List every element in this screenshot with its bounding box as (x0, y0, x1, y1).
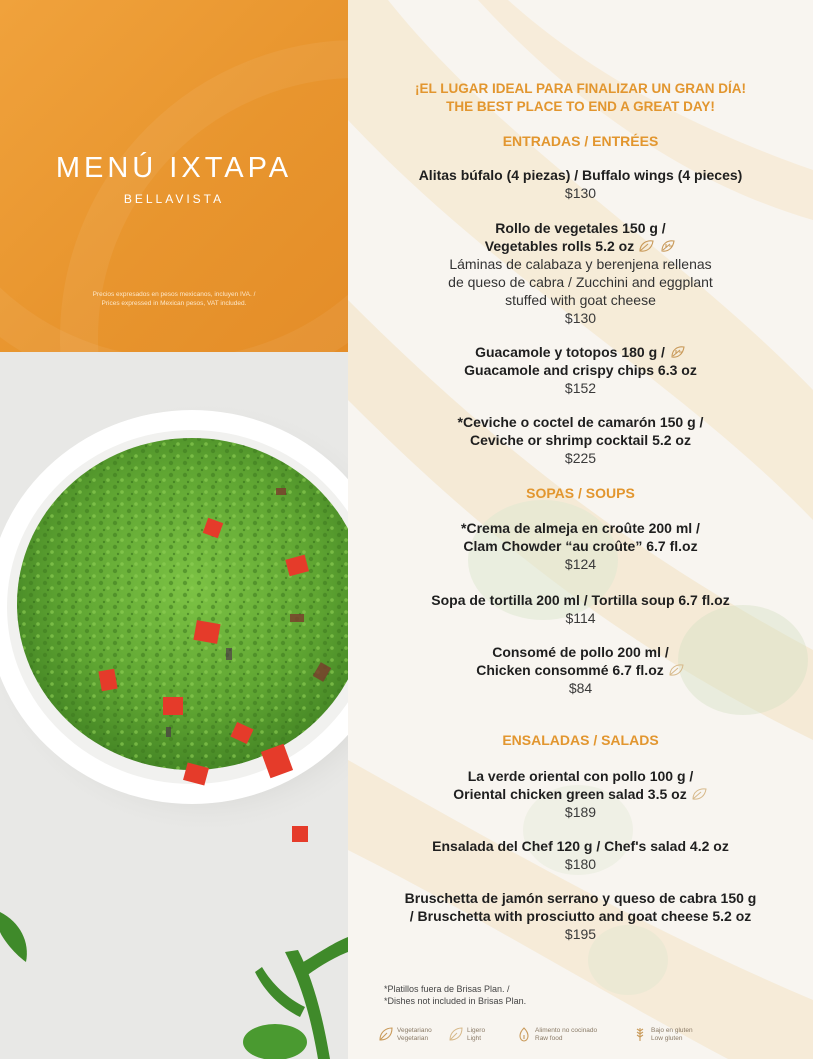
dish-name-en (368, 661, 793, 679)
legend-en: Low gluten (651, 1035, 683, 1042)
guacamole-bowl-illustration (0, 352, 348, 1059)
dish-consome (368, 643, 793, 697)
legend-en: Light (467, 1035, 482, 1042)
vegetarian-leaf-icon (378, 1026, 394, 1042)
dish-name: Sopa de tortilla 200 ml / Tortilla soup 6.7 fl.oz (431, 592, 730, 608)
dish-name-es: Bruschetta de jamón serrano y queso de cabra 150 g (404, 890, 757, 906)
dish-price: $180 (564, 856, 597, 872)
dish-price: $130 (564, 310, 597, 326)
footnote (384, 983, 526, 1007)
dish-alitas (368, 166, 793, 202)
tagline-es: ¡EL LUGAR IDEAL PARA FINALIZAR UN GRAN DÍA! (415, 81, 746, 96)
legend-es: Alimento no cocinado (535, 1027, 598, 1034)
footnote-es: *Platillos fuera de Brisas Plan. / (384, 984, 510, 994)
dish-name-es: *Ceviche o coctel de camarón 150 g / (457, 414, 704, 430)
dish-price: $152 (564, 380, 597, 396)
dish-name-es-text: Guacamole y totopos 180 g / (475, 344, 665, 360)
light-leaf-icon (448, 1026, 464, 1042)
legend-en: Raw food (535, 1035, 563, 1042)
legend-es: Ligero (467, 1027, 486, 1034)
dish-name-en (368, 785, 793, 803)
raw-food-icon (516, 1026, 532, 1042)
dish-name-es (368, 343, 793, 361)
dish-price: $84 (568, 680, 593, 696)
dish-desc-1: Láminas de calabaza y berenjena rellenas (449, 256, 712, 272)
dish-price: $130 (564, 185, 597, 201)
low-gluten-icon (659, 239, 676, 253)
legend-es: Bajo en gluten (651, 1027, 693, 1034)
dish-name-en-text: Oriental chicken green salad 3.5 oz (453, 786, 687, 802)
dish-bruschetta (368, 889, 793, 943)
vegetarian-leaf-icon (638, 239, 655, 253)
price-note-es: Precios expresados en pesos mexicanos, incluyen IVA. / (92, 291, 256, 298)
icon-legend (378, 1024, 808, 1048)
dish-name-es: Rollo de vegetales 150 g / (495, 220, 666, 236)
restaurant-name: BELLAVISTA (123, 192, 225, 206)
dish-name-en: Ceviche or shrimp cocktail 5.2 oz (470, 432, 691, 448)
low-gluten-icon (669, 345, 686, 359)
dish-price: $114 (565, 610, 596, 626)
dish-chef (368, 837, 793, 873)
dish-ceviche (368, 413, 793, 467)
dish-price: $195 (564, 926, 597, 942)
guacamole-photo (0, 352, 348, 1059)
dish-name-es: Consomé de pollo 200 ml / (492, 644, 669, 660)
dish-guacamole (368, 343, 793, 397)
dish-name-en-text: Vegetables rolls 5.2 oz (484, 238, 635, 254)
dish-tortilla (368, 591, 793, 627)
dish-name-en: / Bruschetta with prosciutto and goat cheese 5.2 oz (409, 908, 752, 924)
dish-desc-3: stuffed with goat cheese (505, 292, 656, 308)
dish-verde (368, 767, 793, 821)
low-gluten-icon (632, 1026, 648, 1042)
legend-en: Vegetarian (397, 1035, 429, 1042)
section-ensaladas: ENSALADAS / SALADS (502, 732, 659, 748)
dish-crema (368, 519, 793, 573)
dish-rollo (368, 219, 793, 327)
price-note (40, 290, 308, 308)
dish-name-es: *Crema de almeja en croûte 200 ml / (461, 520, 700, 536)
price-note-en: Prices expressed in Mexican pesos, VAT included. (101, 300, 247, 307)
dish-name-en: Guacamole and crispy chips 6.3 oz (464, 362, 697, 378)
light-leaf-icon (668, 663, 685, 677)
dish-name-es: La verde oriental con pollo 100 g / (467, 768, 694, 784)
dish-name: Alitas búfalo (4 piezas) / Buffalo wings (4 pieces) (418, 167, 743, 183)
brand-panel (0, 0, 348, 352)
dish-desc-2: de queso de cabra / Zucchini and eggplant (448, 274, 713, 290)
dish-price: $189 (564, 804, 597, 820)
menu-content (348, 0, 813, 1059)
tagline-en: THE BEST PLACE TO END A GREAT DAY! (446, 99, 715, 114)
dish-name-en: Clam Chowder “au croûte” 6.7 fl.oz (463, 538, 698, 554)
dish-name: Ensalada del Chef 120 g / Chef's salad 4.2 oz (432, 838, 729, 854)
tagline (348, 80, 813, 116)
dish-name-en (368, 237, 793, 255)
footnote-en: *Dishes not included in Brisas Plan. (384, 996, 527, 1006)
legend-es: Vegetariano (397, 1027, 432, 1034)
menu-title: MENÚ IXTAPA (55, 152, 293, 184)
section-sopas: SOPAS / SOUPS (526, 485, 635, 501)
dish-price: $225 (564, 450, 597, 466)
section-entradas: ENTRADAS / ENTRÉES (502, 133, 659, 149)
dish-price: $124 (564, 556, 597, 572)
light-leaf-icon (691, 787, 708, 801)
dish-name-en-text: Chicken consommé 6.7 fl.oz (476, 662, 664, 678)
